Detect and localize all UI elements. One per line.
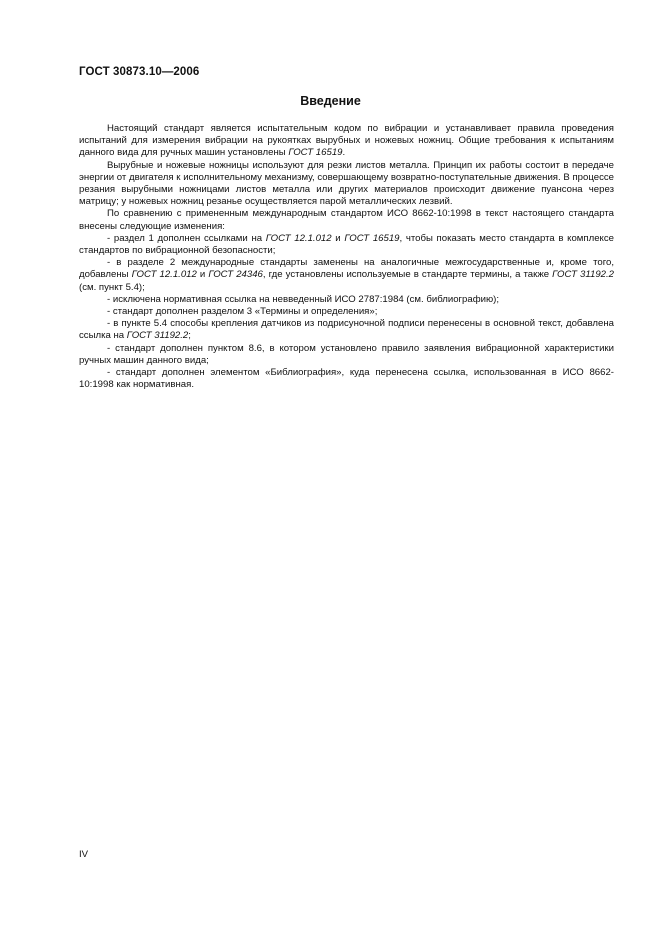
paragraph: Настоящий стандарт является испытательным кодом по вибрации и устанавливает правила проведения испытаний для измерения вибрации на рукоятках вырубных и ножевых ножниц. Общие требования к испытаниям данного вида для ручных машин установлены ГОСТ 16519. — [79, 123, 614, 159]
list-item: - раздел 1 дополнен ссылками на ГОСТ 12.1.012 и ГОСТ 16519, чтобы показать место стандарта в комплексе стандартов по вибрационной безопасности; — [79, 232, 614, 257]
list-item: - стандарт дополнен элементом «Библиография», куда перенесена ссылка, использованная в ИСО 8662-10:1998 как нормативная. — [79, 367, 614, 391]
list-item: - исключена нормативная ссылка на невведенный ИСО 2787:1984 (см. библиографию); — [107, 293, 500, 305]
list-item: - в пункте 5.4 способы крепления датчиков из подрисуночной подписи перенесены в основной текст, добавлена ссылка на ГОСТ 31192.2; — [79, 318, 614, 342]
list-item: - в разделе 2 международные стандарты заменены на аналогичные межгосударственные и, кроме того, добавлены ГОСТ 12.1.012 и ГОСТ 24346, где установлены используемые в стандарте термины, а также ГОСТ 31192.2 (см. пункт 5.4); — [79, 257, 614, 293]
standard-reference: ГОСТ 31192.2 — [552, 269, 614, 281]
standard-reference: ГОСТ 16519 — [288, 147, 343, 159]
list-item: - стандарт дополнен разделом 3 «Термины и определения»; — [107, 306, 378, 318]
standard-reference: ГОСТ 12.1.012 — [131, 269, 197, 281]
paragraph: По сравнению с примененным международным стандартом ИСО 8662-10:1998 в текст настоящего стандарта внесены следующие изменения: — [79, 208, 614, 232]
standard-reference: ГОСТ 16519 — [344, 232, 400, 244]
document-code-header: ГОСТ 30873.10—2006 — [79, 66, 200, 78]
standard-reference: ГОСТ 24346 — [208, 269, 263, 281]
paragraph: Вырубные и ножевые ножницы используют для резки листов металла. Принцип их работы состоит в передаче энергии от двигателя к исполнительному механизму, совершающему возвратно-поступательные движения. В процессе резания вырубными ножницами листов металла или других материалов происходит движение пуансона через матрицу; у ножевых ножниц резанье осуществляется парой металлических лезвий. — [79, 159, 614, 208]
page-number: IV — [79, 849, 89, 860]
section-title: Введение — [300, 94, 361, 108]
standard-reference: ГОСТ 31192.2 — [126, 330, 189, 342]
standard-reference: ГОСТ 12.1.012 — [265, 232, 332, 244]
section-body — [79, 123, 614, 391]
list-item: - стандарт дополнен пунктом 8.6, в котором установлено правило заявления вибрационной характеристики ручных машин данного вида; — [79, 342, 614, 366]
